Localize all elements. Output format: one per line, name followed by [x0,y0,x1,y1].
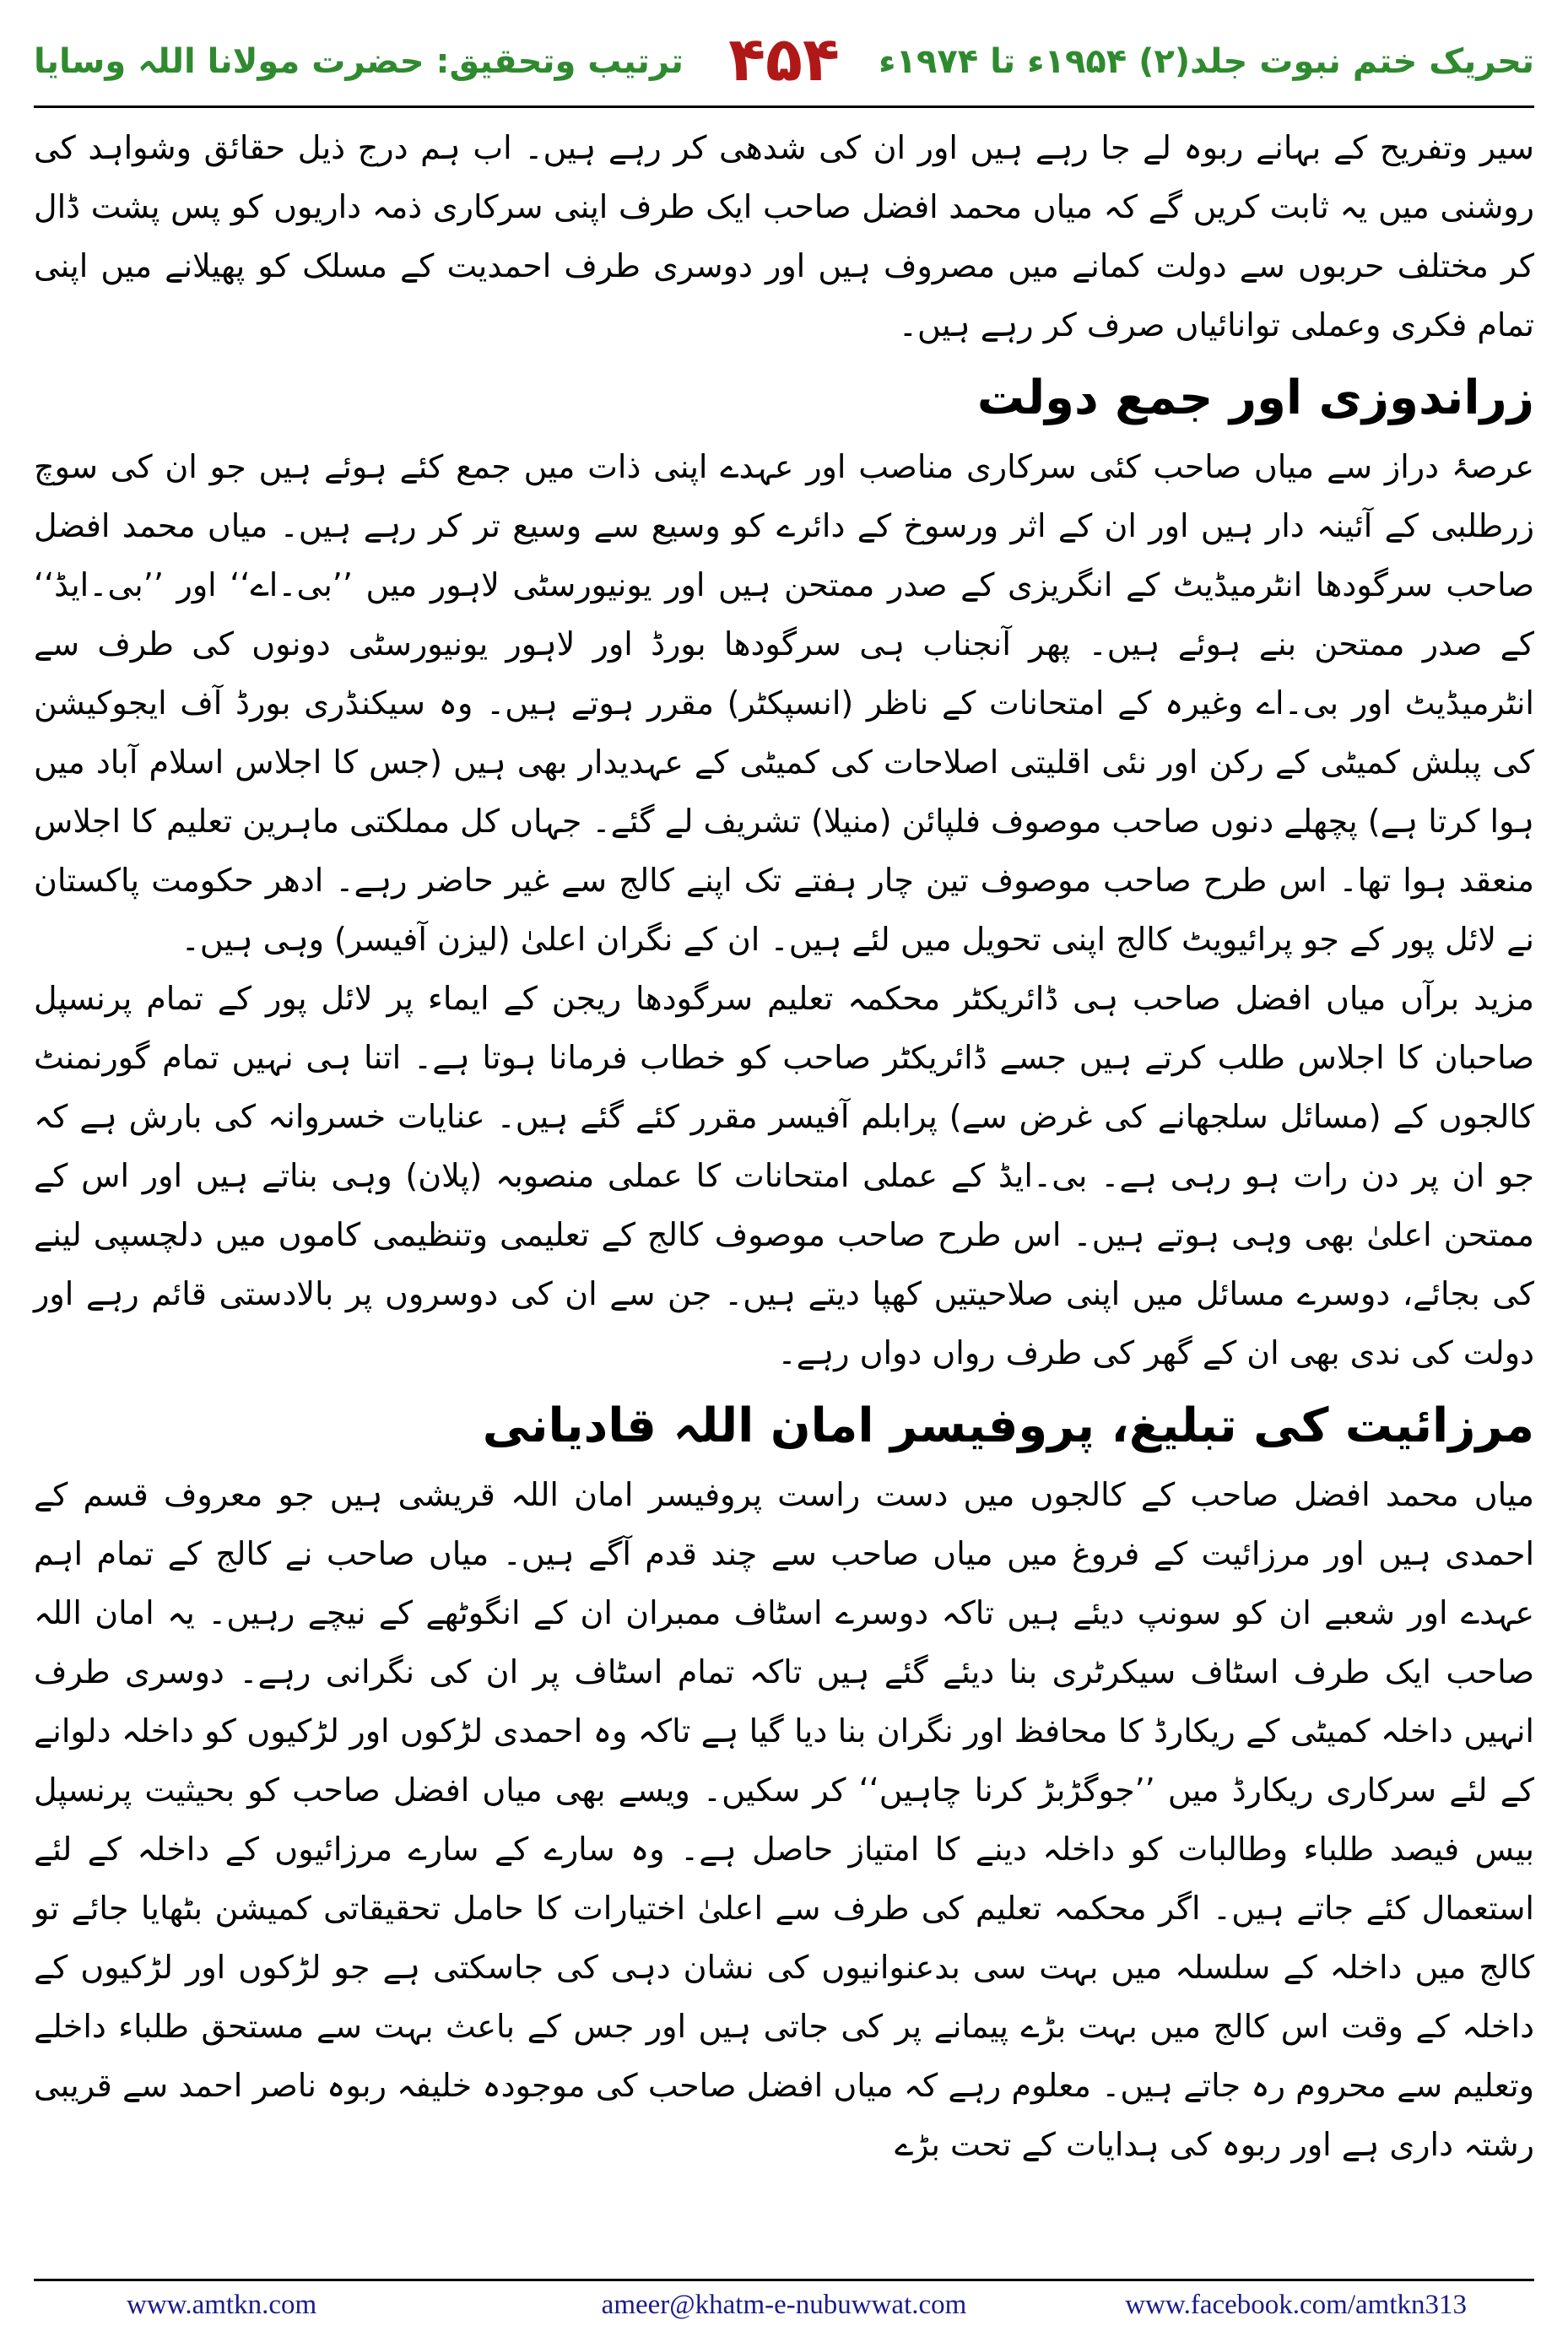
facebook-link[interactable]: www.facebook.com/amtkn313 [1125,2290,1467,2320]
paragraph-2: عرصۂ دراز سے میاں صاحب کئی سرکاری مناصب اور عہدے اپنی ذات میں جمع کئے ہوئے ہیں جو ان کی سوچ زرطلبی کے آئینہ دار ہیں اور ان کے اثر ورسوخ کے دائرے کو وسیع سے وسیع تر کر رہے ہیں۔ میاں محمد افضل صاحب سرگودھا انٹرمیڈیٹ کے انگریزی کے صدر ممتحن ہیں اور یونیورسٹی لاہور میں ’’بی۔اے‘‘ اور ’’بی۔ایڈ‘‘ کے صدر ممتحن بنے ہوئے ہیں۔ پھر آنجناب ہی سرگودھا بورڈ اور لاہور یونیورسٹی دونوں کی طرف سے انٹرمیڈیٹ اور بی۔اے وغیرہ کے امتحانات کے ناظر (انسپکٹر) مقرر ہوتے ہیں۔ وہ سیکنڈری بورڈ آف ایجوکیشن کی پبلش کمیٹی کے رکن اور نئی اقلیتی اصلاحات کی کمیٹی کے عہدیدار بھی ہیں (جس کا اجلاس اسلام آباد میں ہوا کرتا ہے) پچھلے دنوں صاحب موصوف فلپائن (منیلا) تشریف لے گئے۔ جہاں کل مملکتی ماہرین تعلیم کا اجلاس منعقد ہوا تھا۔ اس طرح صاحب موصوف تین چار ہفتے تک اپنے کالج سے غیر حاضر رہے۔ ادھر حکومت پاکستان نے لائل پور کے جو پرائیویٹ کالج اپنی تحویل میں لئے ہیں۔ ان کے نگران اعلیٰ (لیزن آفیسر) وہی ہیں۔ [34,448,1534,958]
page-footer [34,2279,1534,2330]
compiler-credit: ترتیب وتحقیق: حضرت مولانا اللہ وسایا [34,42,684,81]
page-number: ۴۵۴ [728,24,840,95]
website-link[interactable]: www.amtkn.com [127,2290,317,2320]
book-title: تحریک ختم نبوت جلد(۲) ۱۹۵۴ء تا ۱۹۷۴ء [879,42,1534,81]
paragraph-4: میاں محمد افضل صاحب کے کالجوں میں دست راست پروفیسر امان اللہ قریشی ہیں جو معروف قسم کے احمدی ہیں اور مرزائیت کے فروغ میں میاں صاحب سے چند قدم آگے ہیں۔ میاں صاحب نے کالج کے تمام اہم عہدے اور شعبے ان کو سونپ دیئے ہیں تاکہ دوسرے اسٹاف ممبران ان کے انگوٹھے کے نیچے رہیں۔ یہ امان اللہ صاحب ایک طرف اسٹاف سیکرٹری بنا دیئے گئے ہیں تاکہ تمام اسٹاف پر ان کی نگرانی رہے۔ دوسری طرف انہیں داخلہ کمیٹی کے ریکارڈ کا محافظ اور نگران بنا دیا گیا ہے تاکہ وہ احمدی لڑکوں اور لڑکیوں کو داخلہ دلوانے کے لئے سرکاری ریکارڈ میں ’’جوگڑبڑ کرنا چاہیں‘‘ کر سکیں۔ ویسے بھی میاں افضل صاحب کو بحیثیت پرنسپل بیس فیصد طلباء وطالبات کو داخلہ دینے کا امتیاز حاصل ہے۔ وہ سارے کے سارے مرزائیوں کے داخلہ کے لئے استعمال کئے جاتے ہیں۔ اگر محکمہ تعلیم کی طرف سے اعلیٰ اختیارات کا حامل تحقیقاتی کمیشن بٹھایا جائے تو کالج میں داخلہ کے سلسلہ میں بہت سی بدعنوانیوں کی نشان دہی کی جاسکتی ہے جو لڑکوں اور لڑکیوں کے داخلہ کے وقت اس کالج میں بہت بڑے پیمانے پر کی جاتی ہیں اور جس کے باعث بہت سے مستحق طلباء داخلے وتعلیم سے محروم رہ جاتے ہیں۔ معلوم رہے کہ میاں افضل صاحب کی موجودہ خلیفہ ربوہ ناصر احمد سے قریبی رشتہ داری ہے اور ربوہ کی ہدایات کے تحت بڑے [34,1476,1534,2163]
paragraph-3: مزید برآں میاں افضل صاحب ہی ڈائریکٹر محکمہ تعلیم سرگودھا ریجن کے ایماء پر لائل پور کے تمام پرنسپل صاحبان کا اجلاس طلب کرتے ہیں جسے ڈائریکٹر صاحب کو خطاب فرمانا ہوتا ہے۔ اتنا ہی نہیں تمام گورنمنٹ کالجوں کے (مسائل سلجھانے کی غرض سے) پرابلم آفیسر مقرر کئے گئے ہیں۔ عنایات خسروانہ کی بارش ہے کہ جو ان پر دن رات ہو رہی ہے۔ بی۔ایڈ کے عملی امتحانات کا عملی منصوبہ (پلان) وہی بناتے ہیں اور اس کے ممتحن اعلیٰ بھی وہی ہوتے ہیں۔ اس طرح صاحب موصوف کالج کے تعلیمی وتنظیمی کاموں میں دلچسپی لینے کی بجائے، دوسرے مسائل میں اپنی صلاحیتیں کھپا دیتے ہیں۔ جن سے ان کی دوسروں پر بالادستی قائم رہے اور دولت کی ندی بھی ان کے گھر کی طرف رواں دواں رہے۔ [34,980,1534,1371]
page-body [34,118,1534,2262]
paragraph-1: سیر وتفریح کے بہانے ربوہ لے جا رہے ہیں اور ان کی شدھی کر رہے ہیں۔ اب ہم درج ذیل حقائق وشواہد کی روشنی میں یہ ثابت کریں گے کہ میاں محمد افضل صاحب ایک طرف اپنی سرکاری ذمہ داریوں کو پس پشت ڈال کر مختلف حربوں سے دولت کمانے میں مصروف ہیں اور دوسری طرف احمدیت کے مسلک کو پھیلانے میں اپنی تمام فکری وعملی توانائیاں صرف کر رہے ہیں۔ [34,129,1534,343]
section-heading-wealth: زراندوزی اور جمع دولت [976,371,1534,425]
email-link[interactable]: ameer@khatm-e-nubuwwat.com [601,2290,967,2320]
page-header [34,17,1534,108]
section-heading-preaching: مرزائیت کی تبلیغ، پروفیسر امان اللہ قادیانی [482,1398,1534,1453]
